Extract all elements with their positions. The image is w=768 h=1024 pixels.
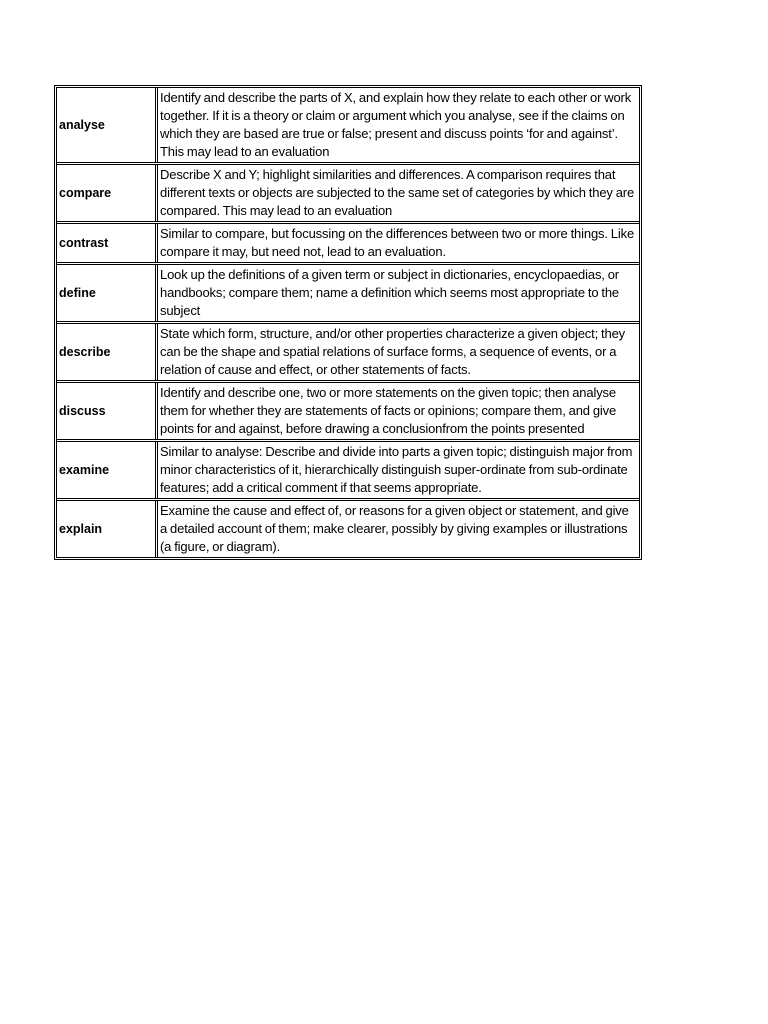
term-cell: explain — [57, 501, 158, 557]
term-cell: compare — [57, 165, 158, 221]
term-cell: contrast — [57, 224, 158, 262]
term-cell: describe — [57, 324, 158, 380]
term-cell: define — [57, 265, 158, 321]
table-row — [57, 165, 639, 224]
term-cell: discuss — [57, 383, 158, 439]
table-row — [57, 501, 639, 557]
definition-cell: Identify and describe one, two or more statements on the given topic; then analyse them for whether they are statements of facts or opinions; compare them, and give points for and against, before drawing a conclusionfrom the points presented — [160, 385, 617, 436]
definition-cell: Look up the definitions of a given term or subject in dictionaries, encyclopaedias, or handbooks; compare them; name a definition which seems most appropriate to the subject — [160, 267, 620, 318]
table-row — [57, 442, 639, 501]
table-row — [57, 383, 639, 442]
table-row — [57, 324, 639, 383]
glossary-table — [54, 85, 642, 560]
term-cell: analyse — [57, 88, 158, 162]
definition-cell: Similar to analyse: Describe and divide into parts a given topic; distinguish major from minor characteristics of it, hierarchically distinguish super-ordinate from sub-ordinate features; add a critical comment if that seems appropriate. — [160, 444, 633, 495]
table-row — [57, 224, 639, 265]
table-row — [57, 265, 639, 324]
definition-cell: Identify and describe the parts of X, and explain how they relate to each other or work together. If it is a theory or claim or argument which you analyse, see if the claims on which they are based are true or false; present and discuss points ‘for and against’. This may lead to an evaluation — [160, 90, 632, 159]
term-cell: examine — [57, 442, 158, 498]
definition-cell: Examine the cause and effect of, or reasons for a given object or statement, and give a detailed account of them; make clearer, possibly by giving examples or illustrations (a figure, or diagram). — [160, 503, 629, 554]
definition-cell: Similar to compare, but focussing on the differences between two or more things. Like compare it may, but need not, lead to an evaluation. — [160, 226, 635, 259]
definition-cell: Describe X and Y; highlight similarities and differences. A comparison requires that different texts or objects are subjected to the same set of categories by which they are compared. This may lead to an evaluation — [160, 167, 635, 218]
definition-cell: State which form, structure, and/or other properties characterize a given object; they can be the shape and spatial relations of surface forms, a sequence of events, or a relation of cause and effect, or other statements of facts. — [160, 326, 626, 377]
table-row — [57, 88, 639, 165]
